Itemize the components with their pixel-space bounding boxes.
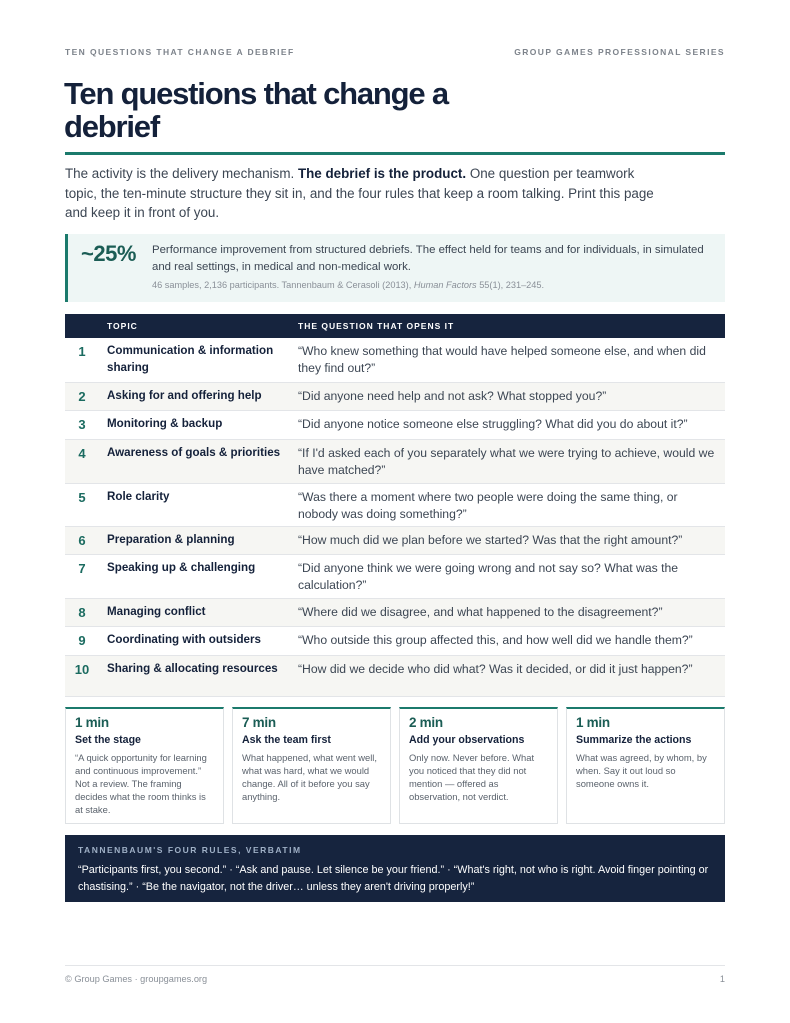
four-rules-box [65,835,725,902]
step-duration: 2 min [409,715,443,730]
row-topic: Preparation & planning [99,526,298,554]
table-header-row [65,314,725,338]
footer-credit: © Group Games · groupgames.org [65,974,208,984]
table-row [65,382,725,410]
row-number: 4 [65,439,99,483]
intro-paragraph [65,164,655,223]
step-body: “A quick opportunity for learning and continuous improvement.” Not a review. The framing decides what the room thinks is at stake. [75,752,207,815]
row-question: “Where did we disagree, and what happened to the disagreement?” [298,598,725,626]
row-number: 10 [65,655,99,696]
table-row [65,410,725,439]
rules-text: “Participants first, you second.” · “Ask and pause. Let silence be your friend.” · “What's right, not who is right. Avoid finger pointing or chastising.” · “Be the navigator, not the driver… unless they aren't driving properly!” [78,864,709,893]
row-topic: Monitoring & backup [99,410,298,439]
intro-rest: One question per teamwork topic, the ten-minute structure they sit in, and the four rules that keep a room talking. Print this page and keep it in front of you. [65,166,654,220]
table-row [65,483,725,526]
row-number: 9 [65,626,99,655]
table-row [65,338,725,382]
running-header [65,47,725,57]
table-row [65,598,725,626]
stat-source-pre: 46 samples, 2,136 participants. Tannenbaum & Cerasoli (2013), [152,280,414,290]
intro-bold: The debrief is the product. [297,166,467,181]
table-row [65,526,725,554]
row-number: 3 [65,410,99,439]
step-name: Summarize the actions [576,734,692,746]
row-question: “How did we decide who did what? Was it decided, or did it just happen?” [298,655,725,696]
row-number: 2 [65,382,99,410]
step-card [65,707,224,824]
step-duration: 7 min [242,715,276,730]
table-row [65,554,725,598]
step-body: What was agreed, by whom, by when. Say it out loud so someone owns it. [576,752,707,789]
step-name: Set the stage [75,734,141,746]
row-topic: Asking for and offering help [99,382,298,410]
stat-source-journal: Human Factors [413,280,477,290]
title-divider [65,152,725,155]
row-topic: Communication & information sharing [99,338,298,382]
table-row [65,655,725,696]
step-body: Only now. Never before. What you noticed that they did not mention — offered as observation, not verdict. [409,752,535,802]
row-topic: Coordinating with outsiders [99,626,298,655]
step-duration: 1 min [75,715,109,730]
stat-value: ~25% [81,241,136,266]
step-card [399,707,558,824]
row-question: “How much did we plan before we started? Was that the right amount?” [298,526,725,554]
step-duration: 1 min [576,715,610,730]
row-question: “Who outside this group affected this, and how well did we handle them?” [298,626,725,655]
step-name: Add your observations [409,734,525,746]
row-question: “Who knew something that would have helped someone else, and when did they find out?” [298,338,725,382]
running-header-right: GROUP GAMES PROFESSIONAL SERIES [514,47,725,57]
page-title: Ten questions that change a debrief [64,76,448,144]
row-topic: Speaking up & challenging [99,554,298,598]
rules-label: TANNENBAUM'S FOUR RULES, VERBATIM [78,845,302,855]
step-name: Ask the team first [242,734,331,746]
row-number: 6 [65,526,99,554]
stat-source [152,280,544,290]
questions-table [65,314,725,697]
step-card [232,707,391,824]
row-number: 1 [65,338,99,382]
row-question: “Was there a moment where two people were doing the same thing, or nobody was doing something?” [298,483,725,526]
step-body: What happened, what went well, what was hard, what we would change. All of it before you say anything. [242,752,377,802]
row-topic: Managing conflict [99,598,298,626]
col-topic: TOPIC [99,314,298,338]
footer-divider [65,965,725,966]
stat-source-post: 55(1), 231–245. [476,280,545,290]
page-number: 1 [719,974,725,984]
row-question: “Did anyone need help and not ask? What stopped you?” [298,382,725,410]
stat-callout [65,234,725,302]
row-question: “Did anyone notice someone else struggling? What did you do about it?” [298,410,725,439]
row-number: 7 [65,554,99,598]
table-row [65,439,725,483]
running-header-left: TEN QUESTIONS THAT CHANGE A DEBRIEF [65,47,295,57]
row-number: 8 [65,598,99,626]
debrief-structure [65,707,725,824]
stat-description: Performance improvement from structured debriefs. The effect held for teams and for individuals, in simulated and real settings, in medical and non-medical work. [152,244,704,273]
col-number [65,314,99,338]
col-question: THE QUESTION THAT OPENS IT [298,314,725,338]
footer [65,974,725,984]
row-topic: Awareness of goals & priorities [99,439,298,483]
table-row [65,626,725,655]
row-question: “If I'd asked each of you separately what we were trying to achieve, would we have matched?” [298,439,725,483]
step-card [566,707,725,824]
row-number: 5 [65,483,99,526]
row-topic: Sharing & allocating resources [99,655,298,696]
row-topic: Role clarity [99,483,298,526]
row-question: “Did anyone think we were going wrong and not say so? What was the calculation?” [298,554,725,598]
intro-lead: The activity is the delivery mechanism. [65,166,298,181]
